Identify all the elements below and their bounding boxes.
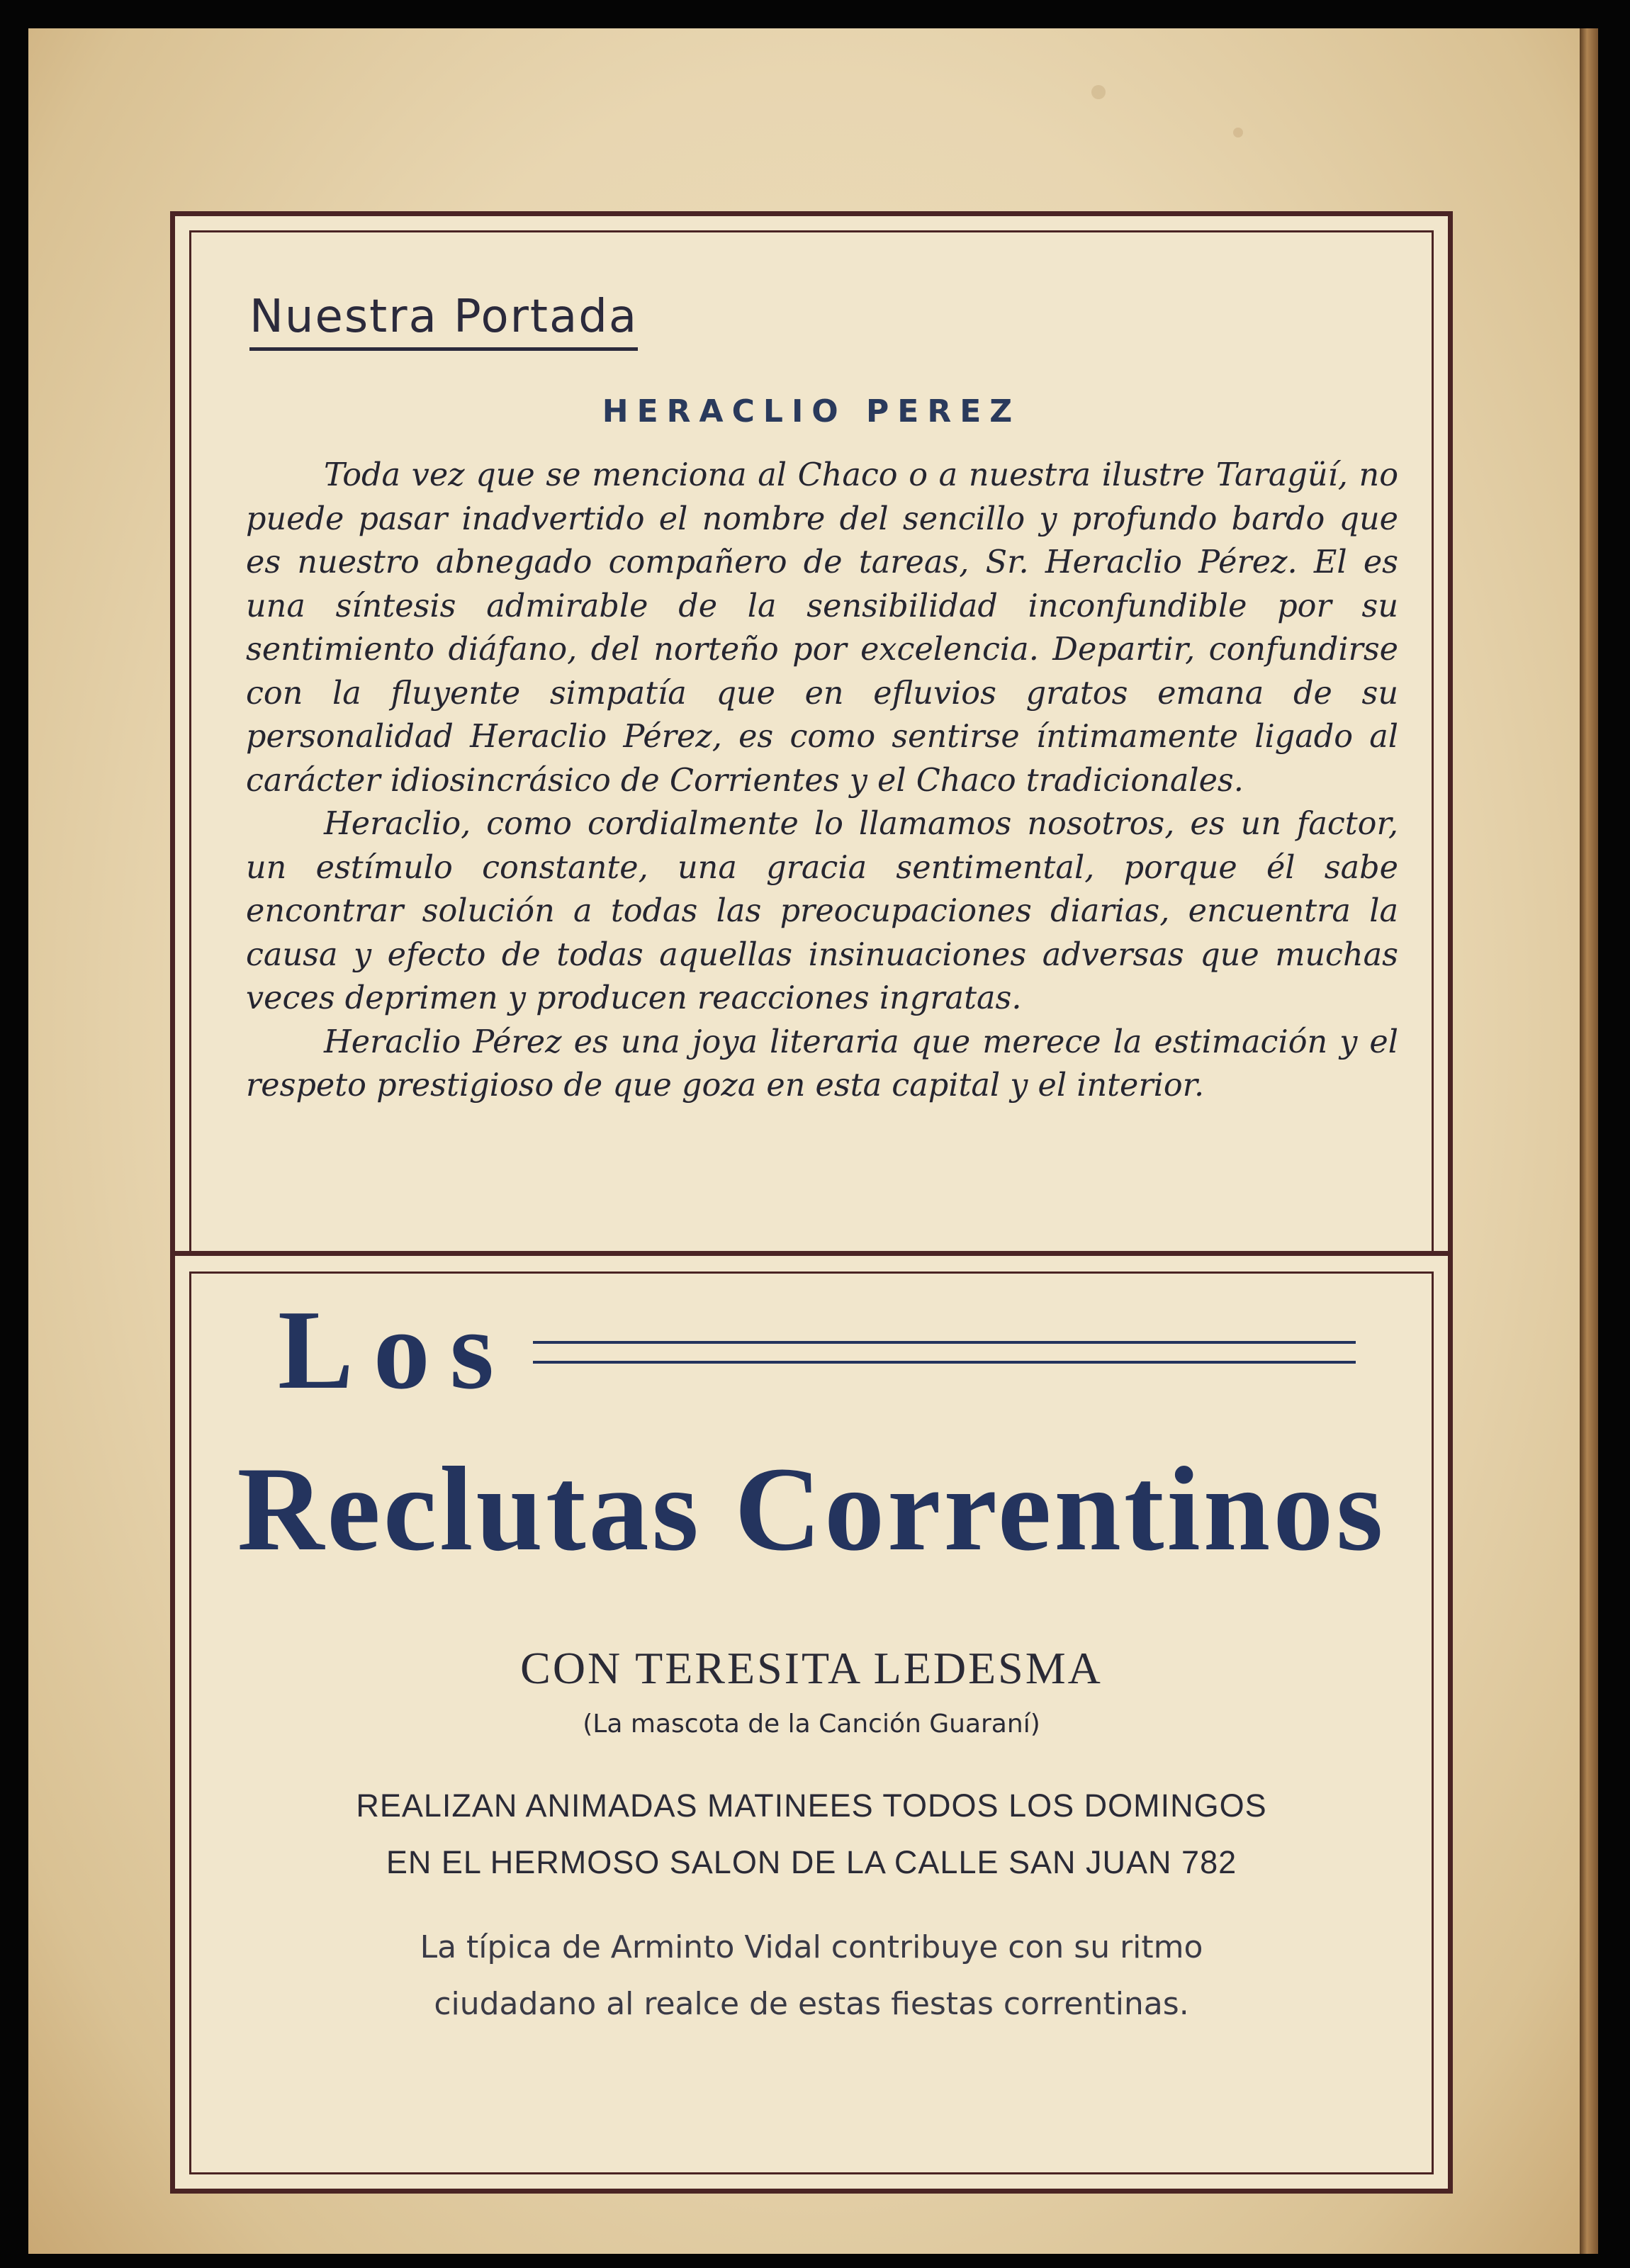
cover-article-box [170,211,1453,1259]
article-paragraph: Heraclio, como cordialmente lo llamamos nosotros, es un factor, un estímulo constante, una gracia sentimental, porque él sabe encontrar solución a todas las preocupaciones diarias, encuentra la causa y efecto de todas aquellas insinuaciones adversas que muchas veces deprimen y producen reacciones ingratas. [246,806,1398,1016]
decorative-rule [533,1361,1356,1364]
ad-announcement-line: EN EL HERMOSO SALON DE LA CALLE SAN JUAN 782 [386,1844,1237,1880]
article-subject-name: HERACLIO PEREZ [602,393,1021,430]
article-body [246,454,1398,1108]
ad-note-line: La típica de Arminto Vidal contribuye con su ritmo [420,1929,1203,1965]
advertisement-box [170,1251,1453,2194]
paper-stain [1233,128,1243,137]
ad-los-word: Los [278,1286,514,1413]
decorative-rule [533,1341,1356,1344]
article-paragraph: Heraclio Pérez es una joya literaria que merece la estimación y el respeto prestigioso de que goza en esta capital y el interior. [246,1023,1398,1104]
ad-nickname: (La mascota de la Canción Guaraní) [583,1710,1040,1739]
page-spine-edge [1580,28,1598,2254]
magazine-page [28,28,1598,2254]
ad-featuring-line: CON TERESITA LEDESMA [520,1643,1103,1693]
section-title: Nuestra Portada [249,291,638,351]
ad-note-line: ciudadano al realce de estas fiestas correntinas. [434,1986,1189,2022]
ad-announcement-line: REALIZAN ANIMADAS MATINEES TODOS LOS DOMINGOS [356,1787,1267,1824]
ad-headline: Reclutas Correntinos [237,1442,1386,1576]
paper-stain [1091,85,1106,99]
article-paragraph: Toda vez que se menciona al Chaco o a nuestra ilustre Taragüí, no puede pasar inadvertido el nombre del sencillo y profundo bardo que es nuestro abnegado compañero de tareas, Sr. Heraclio Pérez. El es una síntesis admirable de la sensibilidad inconfundible por su sentimiento diáfano, del norteño por excelencia. Departir, confundirse con la fluyente simpatía que en efluvios gratos emana de su personalidad Heraclio Pérez, es como sentirse íntimamente ligado al carácter idiosincrásico de Corrientes y el Chaco tradicionales. [246,457,1398,799]
